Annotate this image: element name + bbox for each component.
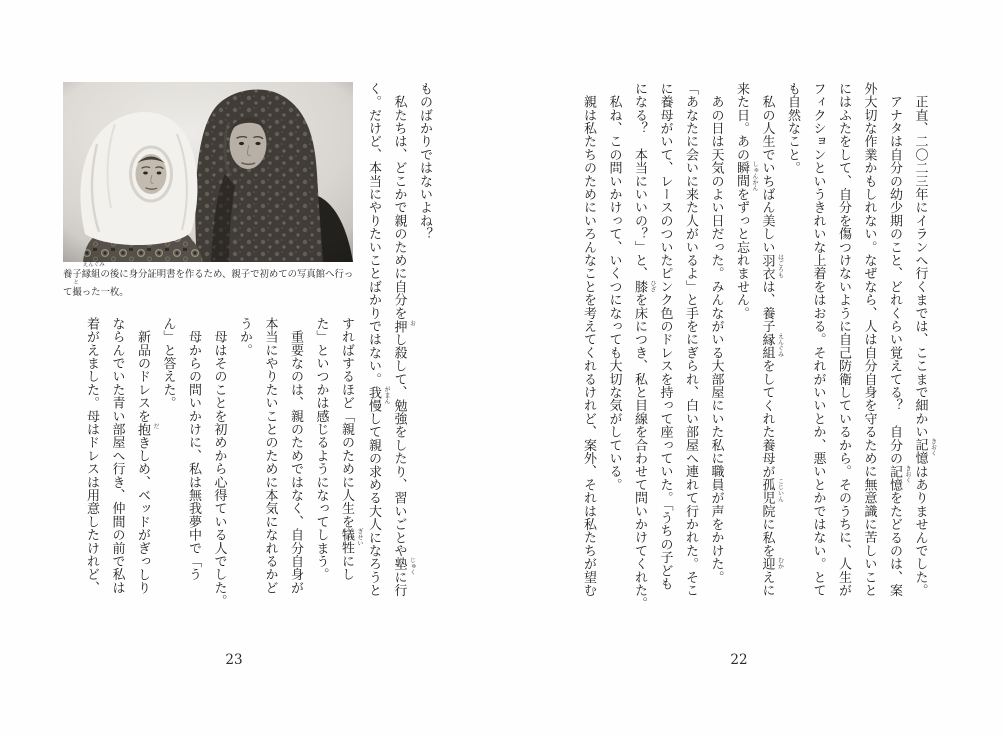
text-column: ん」と答えた。	[160, 317, 176, 410]
text-column: ものばかりではないよね？	[417, 82, 432, 241]
text-column: 外大切な作業かもしれない。なぜなら、人は自分自身を守るために無意識に苦しいこと	[861, 82, 877, 597]
text-column: 母からの問いかけに、私は無我夢中で「う	[186, 317, 201, 581]
page-23-upper-text-block	[367, 82, 431, 606]
text-column: 新品のドレスを抱 だ きしめ、ベッドがぎっしり	[135, 317, 159, 595]
text-column: にはふたをして、自分を傷つけないように自己防衛しているから。そのうちに、人生が	[836, 82, 851, 597]
page-number-23: 23	[225, 652, 243, 668]
text-column: 正直、二〇二三年にイランへ行くまでは、ここまで細かい記憶 きおく はありませんでした。	[912, 82, 937, 597]
text-column: に養母がいて、レースのついたピンク色のドレスを持って座っていた。「うちの子ども	[657, 82, 673, 591]
text-column: になる？ 本当にいいの？」と、膝 ひざ を床につき、私と目線を合わせて問いかけてくれた。	[632, 82, 656, 611]
text-column: うか。	[237, 317, 252, 357]
text-column: 私の人生でいちばん美しい羽衣 はごろも は、養子縁組 えんぐみ をしてくれた養母が孤児院 こじいん に私を迎 むか えに	[759, 82, 784, 597]
text-column: すればするほど「親のために人生を犠牲 ぎせい にし	[339, 317, 363, 582]
text-column: 来た日。あの瞬間 しゅんかん をずっと忘れません。	[734, 82, 758, 320]
page-23-lower-text-block	[84, 317, 363, 612]
photo-caption-line2: て撮 と った一枚。	[63, 280, 129, 298]
text-column: 母はそのことを初めから心得ている人でした。	[211, 317, 227, 608]
text-column: 親は私たちのためにいろんなことを考えてくれるけれど、案外、それは私たちが望む	[581, 82, 596, 597]
page-22-text-block	[581, 82, 937, 611]
text-column: 本当にやりたいことのために本気になれるかど	[262, 317, 278, 595]
text-column: ならんでいた青い部屋へ行き、仲間の前で私は	[109, 317, 125, 595]
page-number-22: 22	[730, 652, 748, 668]
text-column: 私たちは、どこかで親のために自分を押 お し殺して、勉強をしたり、習いごとや塾 じゅく に行	[391, 82, 416, 597]
text-column: 「あなたに会いに来た人がいるよ」と手をにぎられ、白い部屋へ連れて行かれた。そこ	[683, 82, 698, 597]
text-column: アナタは自分の幼少期のこと、どれくらい覚えてる？ 自分の記憶 きおく をたどるのは、案	[887, 82, 911, 597]
text-column: 私ね、この問いかけって、いくつになっても大切な気がしている。	[606, 82, 622, 492]
text-column: 着がえました。母はドレスは用意したけれど、	[84, 317, 99, 595]
photo-caption-line1: 養子縁組 えんぐみ の後に身分証明書を作るため、親子で初めての写真館へ行っ	[63, 262, 354, 280]
text-column: あの日は天気のよい日だった。みんながいる大部屋にいた私に職員が声をかけた。	[708, 82, 724, 584]
adoption-photo	[63, 82, 353, 262]
photo-caption	[63, 262, 363, 302]
photo-vignette	[63, 82, 353, 262]
text-column: フィクションというきれいな上着をはおる。それがいいとか、悪いとかではない。とて	[810, 82, 826, 597]
text-column: も自然なこと。	[785, 82, 800, 175]
adoption-photo-image	[63, 82, 353, 262]
text-column: た」といつかは感じるようになってしまう。	[313, 317, 329, 581]
text-column: く。だけど、本当にやりたいことばかりではない。我慢 がまん して親の求める大人になろうと	[366, 82, 390, 597]
text-column: 重要なのは、親のためではなく、自分自身が	[288, 317, 303, 595]
